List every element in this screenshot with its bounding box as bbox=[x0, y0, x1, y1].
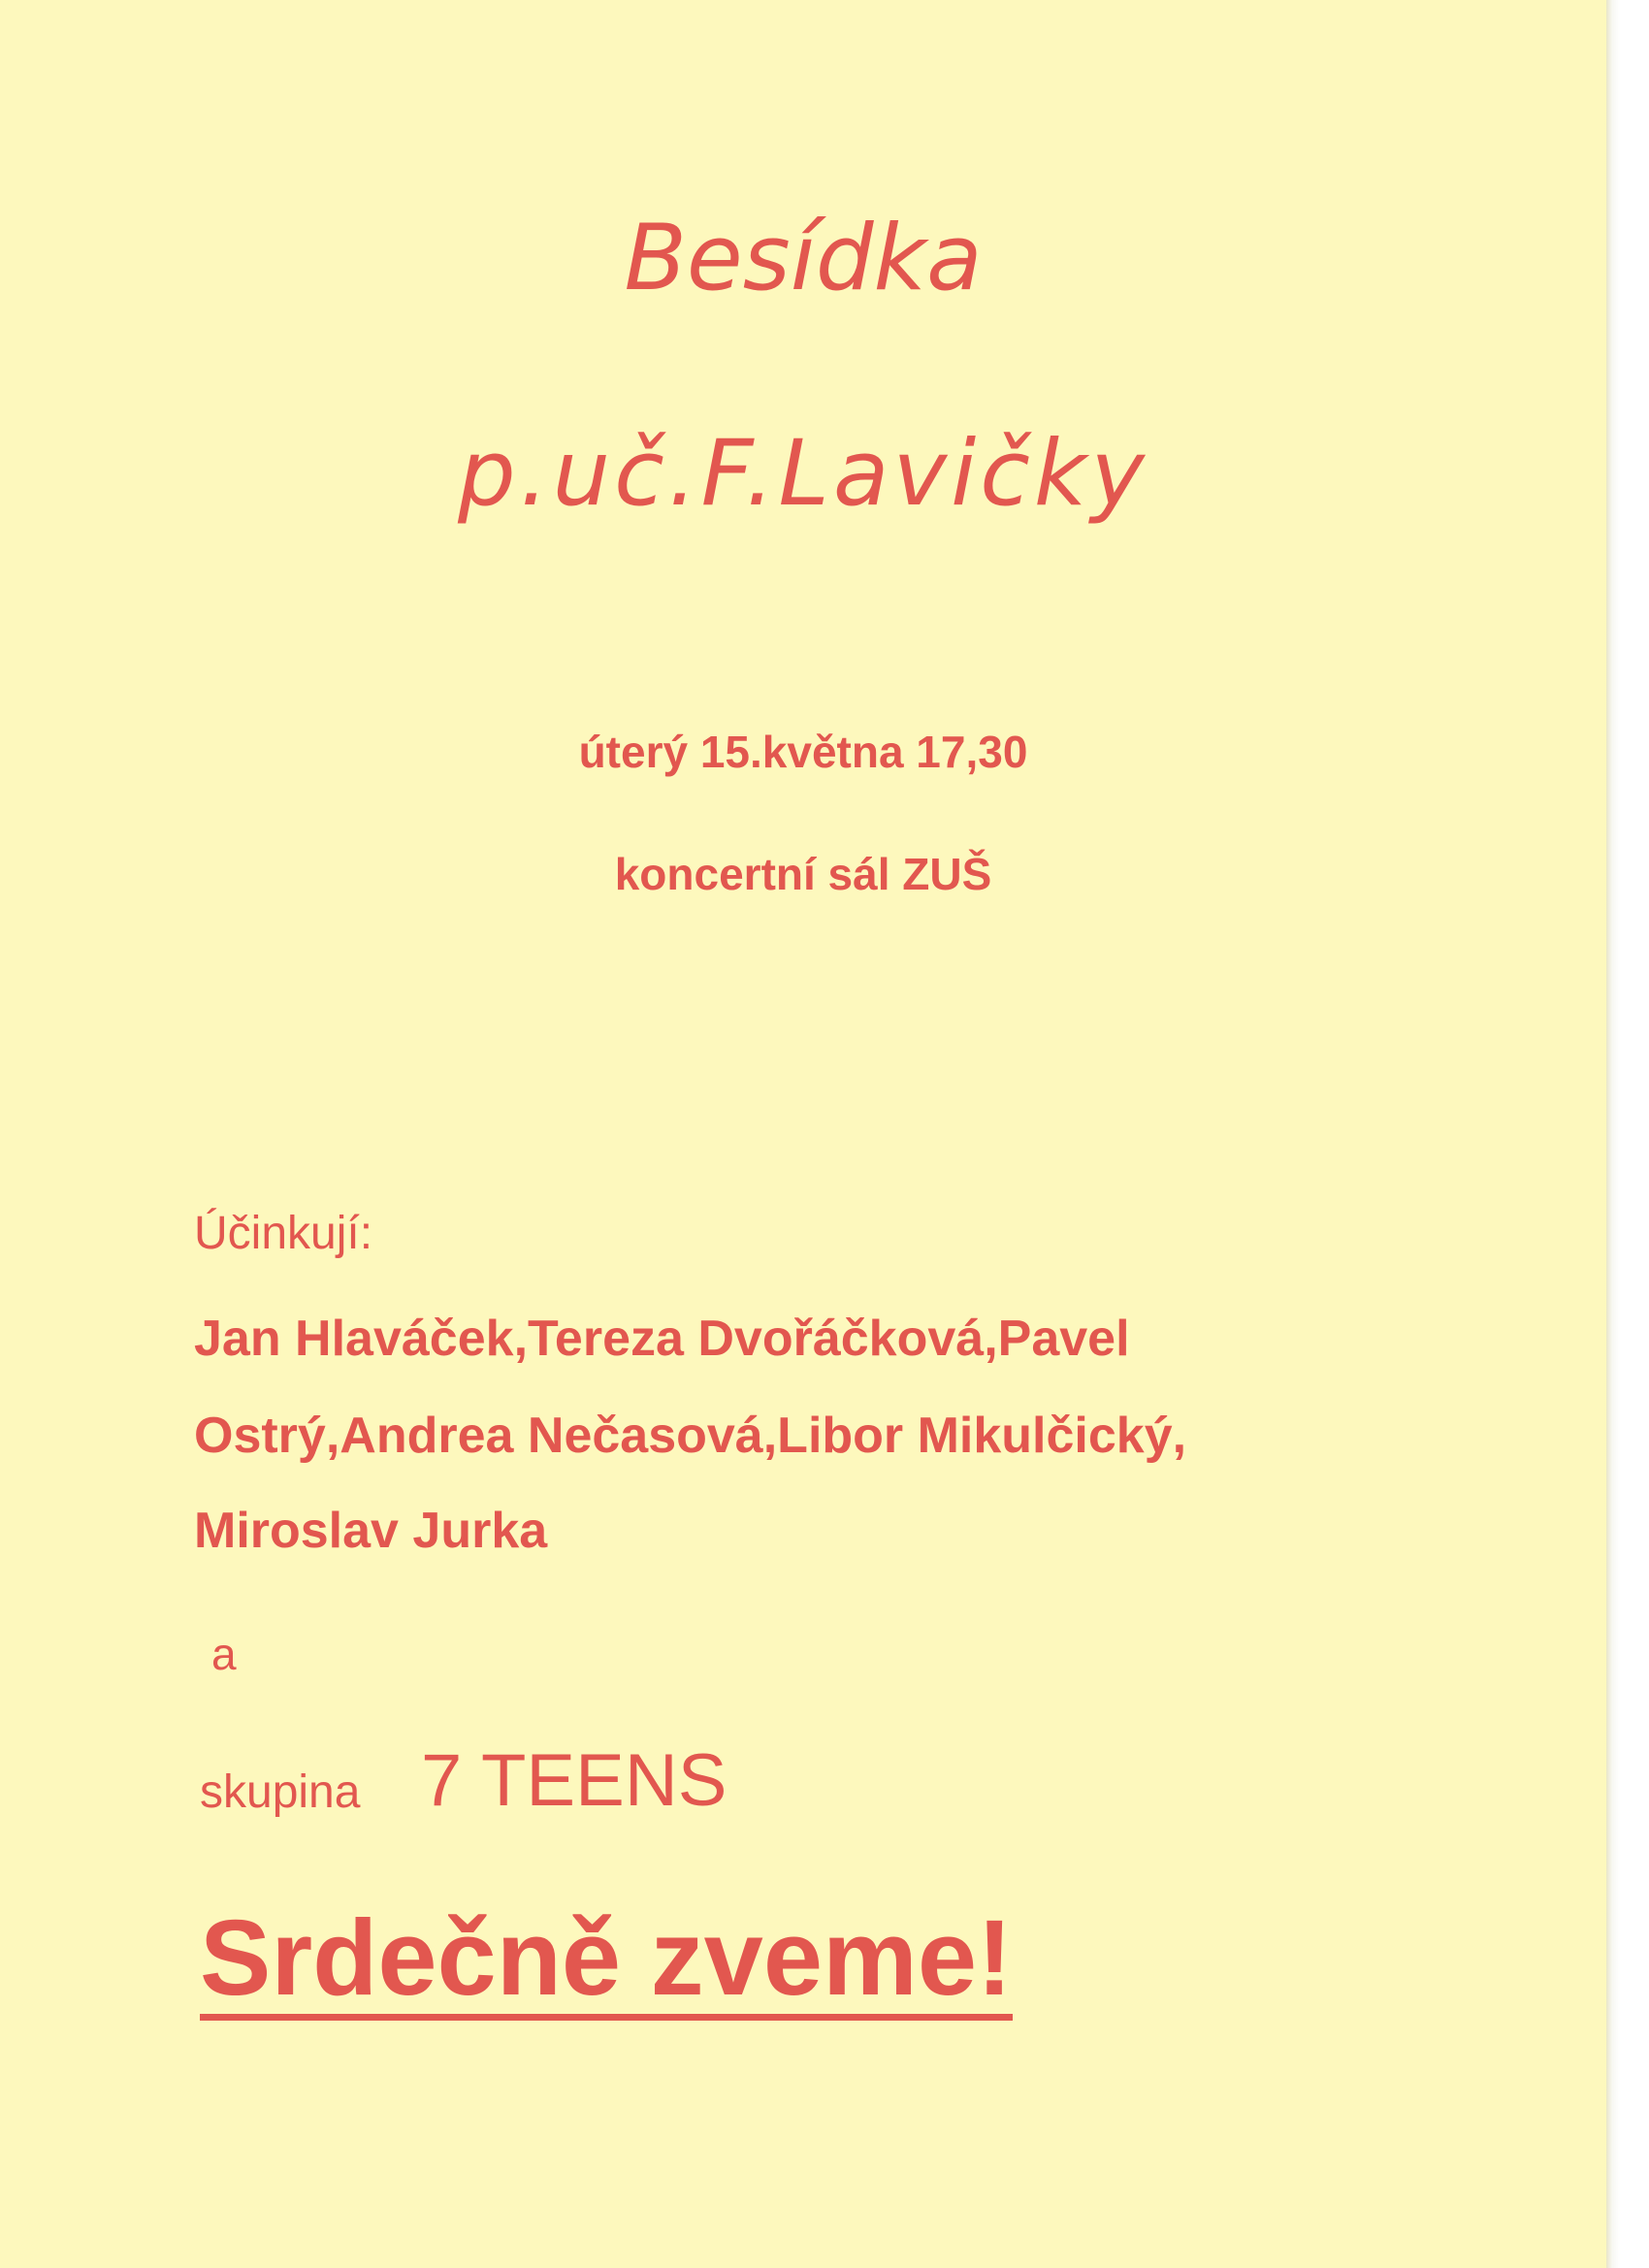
performers-line: Miroslav Jurka bbox=[194, 1503, 548, 1559]
group-label: skupina bbox=[200, 1766, 361, 1818]
event-venue: koncertní sál ZUŠ bbox=[614, 849, 992, 899]
performers-line: Ostrý,Andrea Nečasová,Libor Mikulčický, bbox=[194, 1408, 1187, 1464]
invitation-text: Srdečně zveme! bbox=[200, 1905, 1013, 2021]
conjunction-text: a bbox=[211, 1629, 237, 1679]
performers-label: Účinkují: bbox=[194, 1208, 373, 1259]
teacher-name: p.uč.F.Lavičky bbox=[458, 421, 1148, 527]
scan-edge bbox=[1606, 0, 1649, 2268]
event-date-time: úterý 15.května 17,30 bbox=[578, 727, 1028, 777]
poster-title: Besídka bbox=[624, 206, 983, 311]
group-name: 7 TEENS bbox=[421, 1739, 728, 1822]
performers-line: Jan Hlaváček,Tereza Dvořáčková,Pavel bbox=[194, 1311, 1130, 1367]
